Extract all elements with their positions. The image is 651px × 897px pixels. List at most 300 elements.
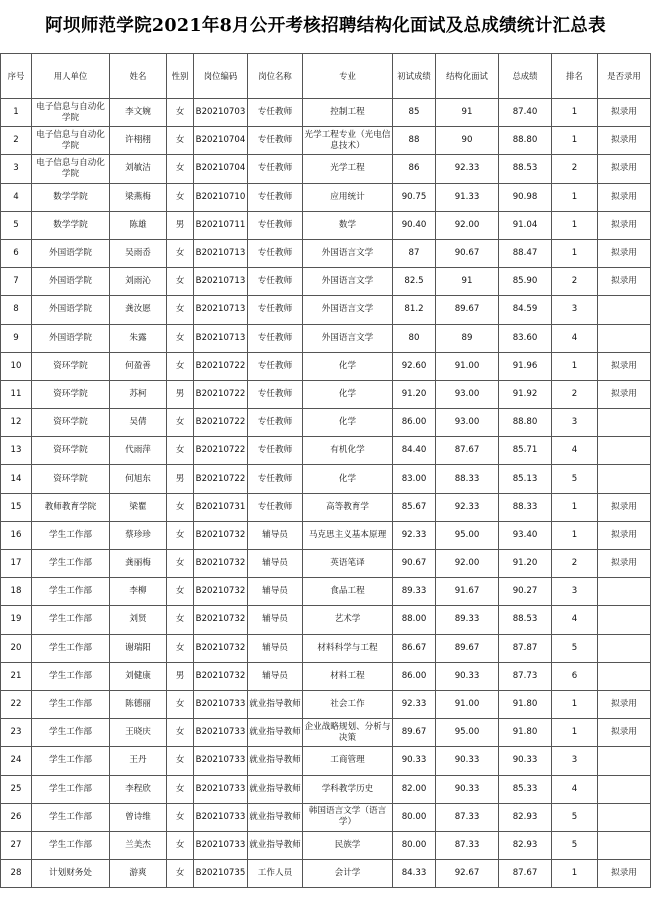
- table-row: [1, 493, 651, 521]
- cell-col-major: 马克思主义基本原理: [303, 521, 393, 549]
- cell-col-rank: 2: [552, 380, 598, 408]
- cell-col-rank: 1: [552, 183, 598, 211]
- cell-col-rank: 5: [552, 634, 598, 662]
- cell-col-name: 朱露: [110, 324, 167, 352]
- cell-col-total-score: 85.71: [499, 437, 552, 465]
- cell-col-hired: 拟录用: [598, 493, 651, 521]
- cell-col-rank: 5: [552, 803, 598, 831]
- cell-col-major: 高等教育学: [303, 493, 393, 521]
- header-col-gender: 性别: [167, 54, 194, 99]
- cell-col-post-code: B20210733: [194, 690, 248, 718]
- cell-col-department: 学生工作部: [32, 521, 110, 549]
- cell-col-gender: 女: [167, 155, 194, 183]
- cell-col-index: 22: [1, 690, 32, 718]
- cell-col-index: 24: [1, 747, 32, 775]
- cell-col-index: 5: [1, 211, 32, 239]
- cell-col-rank: 3: [552, 747, 598, 775]
- header-col-hired: 是否录用: [598, 54, 651, 99]
- cell-col-interview-score: 92.67: [436, 860, 499, 888]
- cell-col-name: 何旭东: [110, 465, 167, 493]
- header-col-department: 用人单位: [32, 54, 110, 99]
- cell-col-total-score: 87.87: [499, 634, 552, 662]
- header-col-written-score: 初试成绩: [393, 54, 436, 99]
- cell-col-rank: 1: [552, 521, 598, 549]
- cell-col-major: 化学: [303, 465, 393, 493]
- cell-col-gender: 女: [167, 437, 194, 465]
- table-row: [1, 183, 651, 211]
- cell-col-post-name: 辅导员: [248, 550, 303, 578]
- cell-col-name: 刘健康: [110, 662, 167, 690]
- cell-col-index: 17: [1, 550, 32, 578]
- table-row: [1, 296, 651, 324]
- header-col-index: 序号: [1, 54, 32, 99]
- cell-col-interview-score: 90.33: [436, 662, 499, 690]
- cell-col-major: 有机化学: [303, 437, 393, 465]
- cell-col-index: 23: [1, 719, 32, 747]
- cell-col-department: 学生工作部: [32, 578, 110, 606]
- cell-col-hired: [598, 775, 651, 803]
- cell-col-rank: 3: [552, 578, 598, 606]
- cell-col-gender: 女: [167, 803, 194, 831]
- cell-col-major: 材料工程: [303, 662, 393, 690]
- cell-col-total-score: 85.13: [499, 465, 552, 493]
- cell-col-index: 9: [1, 324, 32, 352]
- cell-col-total-score: 85.90: [499, 268, 552, 296]
- cell-col-post-code: B20210732: [194, 634, 248, 662]
- cell-col-written-score: 90.33: [393, 747, 436, 775]
- header-col-rank: 排名: [552, 54, 598, 99]
- cell-col-hired: [598, 831, 651, 859]
- cell-col-index: 26: [1, 803, 32, 831]
- cell-col-major: 外国语言文学: [303, 324, 393, 352]
- cell-col-interview-score: 91.00: [436, 352, 499, 380]
- cell-col-interview-score: 92.33: [436, 493, 499, 521]
- cell-col-interview-score: 90.33: [436, 747, 499, 775]
- header-col-major: 专业: [303, 54, 393, 99]
- cell-col-rank: 1: [552, 690, 598, 718]
- results-table: [0, 53, 651, 888]
- cell-col-interview-score: 93.00: [436, 409, 499, 437]
- cell-col-hired: 拟录用: [598, 352, 651, 380]
- cell-col-gender: 男: [167, 662, 194, 690]
- cell-col-name: 刘雨沁: [110, 268, 167, 296]
- table-row: [1, 211, 651, 239]
- cell-col-hired: 拟录用: [598, 690, 651, 718]
- cell-col-interview-score: 91: [436, 268, 499, 296]
- table-row: [1, 775, 651, 803]
- cell-col-interview-score: 93.00: [436, 380, 499, 408]
- cell-col-written-score: 80.00: [393, 831, 436, 859]
- cell-col-total-score: 91.96: [499, 352, 552, 380]
- cell-col-interview-score: 89.67: [436, 634, 499, 662]
- cell-col-written-score: 85: [393, 99, 436, 127]
- cell-col-total-score: 88.80: [499, 409, 552, 437]
- cell-col-index: 27: [1, 831, 32, 859]
- table-row: [1, 465, 651, 493]
- cell-col-hired: 拟录用: [598, 550, 651, 578]
- cell-col-total-score: 93.40: [499, 521, 552, 549]
- table-row: [1, 324, 651, 352]
- cell-col-index: 28: [1, 860, 32, 888]
- cell-col-name: 谢瑞阳: [110, 634, 167, 662]
- cell-col-name: 李柳: [110, 578, 167, 606]
- table-header-row: [1, 54, 651, 99]
- table-row: [1, 747, 651, 775]
- cell-col-hired: [598, 578, 651, 606]
- cell-col-hired: [598, 437, 651, 465]
- cell-col-interview-score: 87.33: [436, 803, 499, 831]
- cell-col-gender: 女: [167, 352, 194, 380]
- cell-col-gender: 女: [167, 239, 194, 267]
- cell-col-name: 梁瞿: [110, 493, 167, 521]
- cell-col-written-score: 86: [393, 155, 436, 183]
- cell-col-name: 王丹: [110, 747, 167, 775]
- cell-col-rank: 5: [552, 831, 598, 859]
- cell-col-department: 数学学院: [32, 211, 110, 239]
- cell-col-hired: 拟录用: [598, 99, 651, 127]
- cell-col-gender: 女: [167, 521, 194, 549]
- cell-col-index: 19: [1, 606, 32, 634]
- cell-col-rank: 1: [552, 352, 598, 380]
- cell-col-total-score: 88.80: [499, 127, 552, 155]
- cell-col-written-score: 82.5: [393, 268, 436, 296]
- cell-col-post-code: B20210713: [194, 296, 248, 324]
- cell-col-written-score: 92.60: [393, 352, 436, 380]
- cell-col-post-name: 辅导员: [248, 606, 303, 634]
- table-row: [1, 99, 651, 127]
- cell-col-name: 龚丽梅: [110, 550, 167, 578]
- cell-col-department: 学生工作部: [32, 803, 110, 831]
- cell-col-department: 资环学院: [32, 465, 110, 493]
- cell-col-written-score: 88.00: [393, 606, 436, 634]
- cell-col-department: 学生工作部: [32, 634, 110, 662]
- cell-col-post-code: B20210722: [194, 437, 248, 465]
- cell-col-post-code: B20210732: [194, 662, 248, 690]
- cell-col-post-code: B20210732: [194, 606, 248, 634]
- cell-col-hired: [598, 409, 651, 437]
- cell-col-interview-score: 89.33: [436, 606, 499, 634]
- table-row: [1, 127, 651, 155]
- cell-col-gender: 女: [167, 409, 194, 437]
- cell-col-interview-score: 91: [436, 99, 499, 127]
- cell-col-post-code: B20210711: [194, 211, 248, 239]
- cell-col-department: 资环学院: [32, 380, 110, 408]
- cell-col-gender: 女: [167, 550, 194, 578]
- cell-col-post-code: B20210722: [194, 352, 248, 380]
- cell-col-post-name: 专任教师: [248, 352, 303, 380]
- cell-col-total-score: 85.33: [499, 775, 552, 803]
- cell-col-major: 企业战略规划、分析与决策: [303, 719, 393, 747]
- table-row: [1, 719, 651, 747]
- cell-col-written-score: 80: [393, 324, 436, 352]
- table-row: [1, 831, 651, 859]
- cell-col-post-code: B20210733: [194, 719, 248, 747]
- cell-col-hired: [598, 803, 651, 831]
- cell-col-written-score: 88: [393, 127, 436, 155]
- cell-col-rank: 4: [552, 606, 598, 634]
- cell-col-rank: 1: [552, 99, 598, 127]
- cell-col-hired: [598, 606, 651, 634]
- cell-col-name: 游爽: [110, 860, 167, 888]
- cell-col-name: 吴雨岙: [110, 239, 167, 267]
- cell-col-name: 刘贤: [110, 606, 167, 634]
- cell-col-written-score: 89.67: [393, 719, 436, 747]
- table-row: [1, 634, 651, 662]
- cell-col-total-score: 88.53: [499, 155, 552, 183]
- cell-col-rank: 4: [552, 775, 598, 803]
- cell-col-post-code: B20210704: [194, 155, 248, 183]
- cell-col-major: 化学: [303, 380, 393, 408]
- cell-col-interview-score: 87.67: [436, 437, 499, 465]
- cell-col-post-name: 专任教师: [248, 380, 303, 408]
- cell-col-rank: 2: [552, 155, 598, 183]
- cell-col-major: 外国语言文学: [303, 268, 393, 296]
- cell-col-hired: [598, 296, 651, 324]
- cell-col-gender: 男: [167, 211, 194, 239]
- cell-col-post-code: B20210733: [194, 831, 248, 859]
- cell-col-name: 吴倩: [110, 409, 167, 437]
- cell-col-rank: 4: [552, 324, 598, 352]
- cell-col-name: 刘敏洁: [110, 155, 167, 183]
- cell-col-interview-score: 87.33: [436, 831, 499, 859]
- header-col-name: 姓名: [110, 54, 167, 99]
- table-row: [1, 578, 651, 606]
- cell-col-post-name: 就业指导教师: [248, 690, 303, 718]
- cell-col-total-score: 90.98: [499, 183, 552, 211]
- cell-col-written-score: 87: [393, 239, 436, 267]
- cell-col-written-score: 80.00: [393, 803, 436, 831]
- table-body: [1, 99, 651, 888]
- cell-col-hired: [598, 634, 651, 662]
- cell-col-rank: 1: [552, 719, 598, 747]
- cell-col-major: 工商管理: [303, 747, 393, 775]
- cell-col-name: 许栩栩: [110, 127, 167, 155]
- table-row: [1, 803, 651, 831]
- cell-col-name: 苏柯: [110, 380, 167, 408]
- cell-col-hired: 拟录用: [598, 380, 651, 408]
- cell-col-gender: 女: [167, 183, 194, 211]
- cell-col-major: 社会工作: [303, 690, 393, 718]
- cell-col-interview-score: 90.33: [436, 775, 499, 803]
- cell-col-name: 李程欣: [110, 775, 167, 803]
- cell-col-total-score: 88.47: [499, 239, 552, 267]
- cell-col-index: 7: [1, 268, 32, 296]
- cell-col-post-name: 辅导员: [248, 662, 303, 690]
- cell-col-post-name: 专任教师: [248, 183, 303, 211]
- cell-col-index: 14: [1, 465, 32, 493]
- cell-col-hired: 拟录用: [598, 127, 651, 155]
- cell-col-major: 会计学: [303, 860, 393, 888]
- cell-col-post-code: B20210703: [194, 99, 248, 127]
- cell-col-total-score: 88.33: [499, 493, 552, 521]
- cell-col-major: 外国语言文学: [303, 239, 393, 267]
- cell-col-post-code: B20210735: [194, 860, 248, 888]
- cell-col-written-score: 92.33: [393, 521, 436, 549]
- cell-col-written-score: 90.75: [393, 183, 436, 211]
- cell-col-post-name: 工作人员: [248, 860, 303, 888]
- cell-col-name: 李文婉: [110, 99, 167, 127]
- cell-col-gender: 女: [167, 296, 194, 324]
- cell-col-department: 电子信息与自动化学院: [32, 99, 110, 127]
- cell-col-index: 25: [1, 775, 32, 803]
- cell-col-post-code: B20210732: [194, 521, 248, 549]
- cell-col-rank: 3: [552, 296, 598, 324]
- cell-col-rank: 1: [552, 493, 598, 521]
- cell-col-total-score: 91.04: [499, 211, 552, 239]
- cell-col-department: 学生工作部: [32, 831, 110, 859]
- cell-col-department: 外国语学院: [32, 296, 110, 324]
- cell-col-post-code: B20210722: [194, 465, 248, 493]
- cell-col-major: 控制工程: [303, 99, 393, 127]
- header-col-post-name: 岗位名称: [248, 54, 303, 99]
- cell-col-post-name: 专任教师: [248, 155, 303, 183]
- cell-col-department: 学生工作部: [32, 606, 110, 634]
- cell-col-name: 何盈善: [110, 352, 167, 380]
- cell-col-written-score: 86.00: [393, 409, 436, 437]
- cell-col-department: 资环学院: [32, 409, 110, 437]
- cell-col-department: 资环学院: [32, 352, 110, 380]
- cell-col-post-name: 辅导员: [248, 521, 303, 549]
- cell-col-major: 学科教学历史: [303, 775, 393, 803]
- cell-col-interview-score: 89.67: [436, 296, 499, 324]
- cell-col-major: 艺术学: [303, 606, 393, 634]
- cell-col-index: 4: [1, 183, 32, 211]
- page-title: 阿坝师范学院2021年8月公开考核招聘结构化面试及总成绩统计汇总表: [45, 16, 606, 36]
- cell-col-gender: 女: [167, 578, 194, 606]
- cell-col-total-score: 82.93: [499, 831, 552, 859]
- cell-col-post-code: B20210731: [194, 493, 248, 521]
- cell-col-index: 11: [1, 380, 32, 408]
- cell-col-hired: 拟录用: [598, 521, 651, 549]
- cell-col-index: 20: [1, 634, 32, 662]
- cell-col-hired: 拟录用: [598, 155, 651, 183]
- cell-col-interview-score: 92.33: [436, 155, 499, 183]
- table-row: [1, 268, 651, 296]
- cell-col-gender: 女: [167, 127, 194, 155]
- cell-col-total-score: 91.92: [499, 380, 552, 408]
- cell-col-written-score: 81.2: [393, 296, 436, 324]
- table-row: [1, 437, 651, 465]
- header-col-total-score: 总成绩: [499, 54, 552, 99]
- cell-col-post-name: 就业指导教师: [248, 831, 303, 859]
- cell-col-major: 材料科学与工程: [303, 634, 393, 662]
- cell-col-major: 韩国语言文学（语言学）: [303, 803, 393, 831]
- cell-col-index: 8: [1, 296, 32, 324]
- cell-col-gender: 女: [167, 831, 194, 859]
- cell-col-total-score: 91.20: [499, 550, 552, 578]
- cell-col-post-code: B20210722: [194, 409, 248, 437]
- cell-col-hired: 拟录用: [598, 183, 651, 211]
- cell-col-interview-score: 92.00: [436, 550, 499, 578]
- header-col-interview-score: 结构化面试: [436, 54, 499, 99]
- cell-col-gender: 男: [167, 465, 194, 493]
- cell-col-total-score: 91.80: [499, 719, 552, 747]
- cell-col-post-code: B20210710: [194, 183, 248, 211]
- cell-col-total-score: 87.73: [499, 662, 552, 690]
- cell-col-post-name: 专任教师: [248, 324, 303, 352]
- cell-col-total-score: 83.60: [499, 324, 552, 352]
- table-row: [1, 860, 651, 888]
- cell-col-index: 6: [1, 239, 32, 267]
- cell-col-post-name: 专任教师: [248, 437, 303, 465]
- cell-col-rank: 1: [552, 860, 598, 888]
- cell-col-post-name: 专任教师: [248, 239, 303, 267]
- cell-col-interview-score: 91.00: [436, 690, 499, 718]
- cell-col-rank: 5: [552, 465, 598, 493]
- cell-col-written-score: 86.67: [393, 634, 436, 662]
- table-row: [1, 550, 651, 578]
- cell-col-name: 陈德丽: [110, 690, 167, 718]
- cell-col-hired: 拟录用: [598, 239, 651, 267]
- cell-col-department: 学生工作部: [32, 719, 110, 747]
- cell-col-department: 电子信息与自动化学院: [32, 155, 110, 183]
- cell-col-hired: 拟录用: [598, 719, 651, 747]
- cell-col-major: 英语笔译: [303, 550, 393, 578]
- cell-col-post-name: 就业指导教师: [248, 775, 303, 803]
- cell-col-post-code: B20210732: [194, 550, 248, 578]
- cell-col-major: 光学工程: [303, 155, 393, 183]
- cell-col-post-code: B20210733: [194, 775, 248, 803]
- table-row: [1, 606, 651, 634]
- table-row: [1, 409, 651, 437]
- cell-col-post-code: B20210722: [194, 380, 248, 408]
- cell-col-gender: 女: [167, 690, 194, 718]
- cell-col-written-score: 89.33: [393, 578, 436, 606]
- cell-col-total-score: 82.93: [499, 803, 552, 831]
- cell-col-post-name: 专任教师: [248, 465, 303, 493]
- cell-col-department: 学生工作部: [32, 690, 110, 718]
- cell-col-name: 代雨萍: [110, 437, 167, 465]
- cell-col-post-code: B20210733: [194, 803, 248, 831]
- cell-col-rank: 1: [552, 239, 598, 267]
- cell-col-index: 18: [1, 578, 32, 606]
- cell-col-written-score: 84.40: [393, 437, 436, 465]
- cell-col-department: 资环学院: [32, 437, 110, 465]
- cell-col-gender: 女: [167, 634, 194, 662]
- cell-col-interview-score: 90.67: [436, 239, 499, 267]
- cell-col-interview-score: 88.33: [436, 465, 499, 493]
- cell-col-department: 学生工作部: [32, 662, 110, 690]
- cell-col-written-score: 91.20: [393, 380, 436, 408]
- cell-col-rank: 1: [552, 127, 598, 155]
- cell-col-index: 21: [1, 662, 32, 690]
- cell-col-post-name: 就业指导教师: [248, 747, 303, 775]
- cell-col-interview-score: 91.33: [436, 183, 499, 211]
- cell-col-department: 学生工作部: [32, 775, 110, 803]
- cell-col-post-code: B20210732: [194, 578, 248, 606]
- cell-col-rank: 1: [552, 211, 598, 239]
- cell-col-name: 曾诗维: [110, 803, 167, 831]
- cell-col-post-name: 就业指导教师: [248, 803, 303, 831]
- cell-col-index: 3: [1, 155, 32, 183]
- table-row: [1, 380, 651, 408]
- cell-col-post-name: 专任教师: [248, 211, 303, 239]
- cell-col-rank: 2: [552, 268, 598, 296]
- cell-col-hired: [598, 747, 651, 775]
- cell-col-name: 兰美杰: [110, 831, 167, 859]
- cell-col-index: 2: [1, 127, 32, 155]
- cell-col-total-score: 90.27: [499, 578, 552, 606]
- cell-col-major: 数学: [303, 211, 393, 239]
- cell-col-gender: 女: [167, 99, 194, 127]
- cell-col-written-score: 84.33: [393, 860, 436, 888]
- cell-col-hired: [598, 662, 651, 690]
- cell-col-total-score: 87.40: [499, 99, 552, 127]
- cell-col-post-code: B20210733: [194, 747, 248, 775]
- cell-col-interview-score: 95.00: [436, 521, 499, 549]
- cell-col-name: 龚汝愿: [110, 296, 167, 324]
- cell-col-index: 12: [1, 409, 32, 437]
